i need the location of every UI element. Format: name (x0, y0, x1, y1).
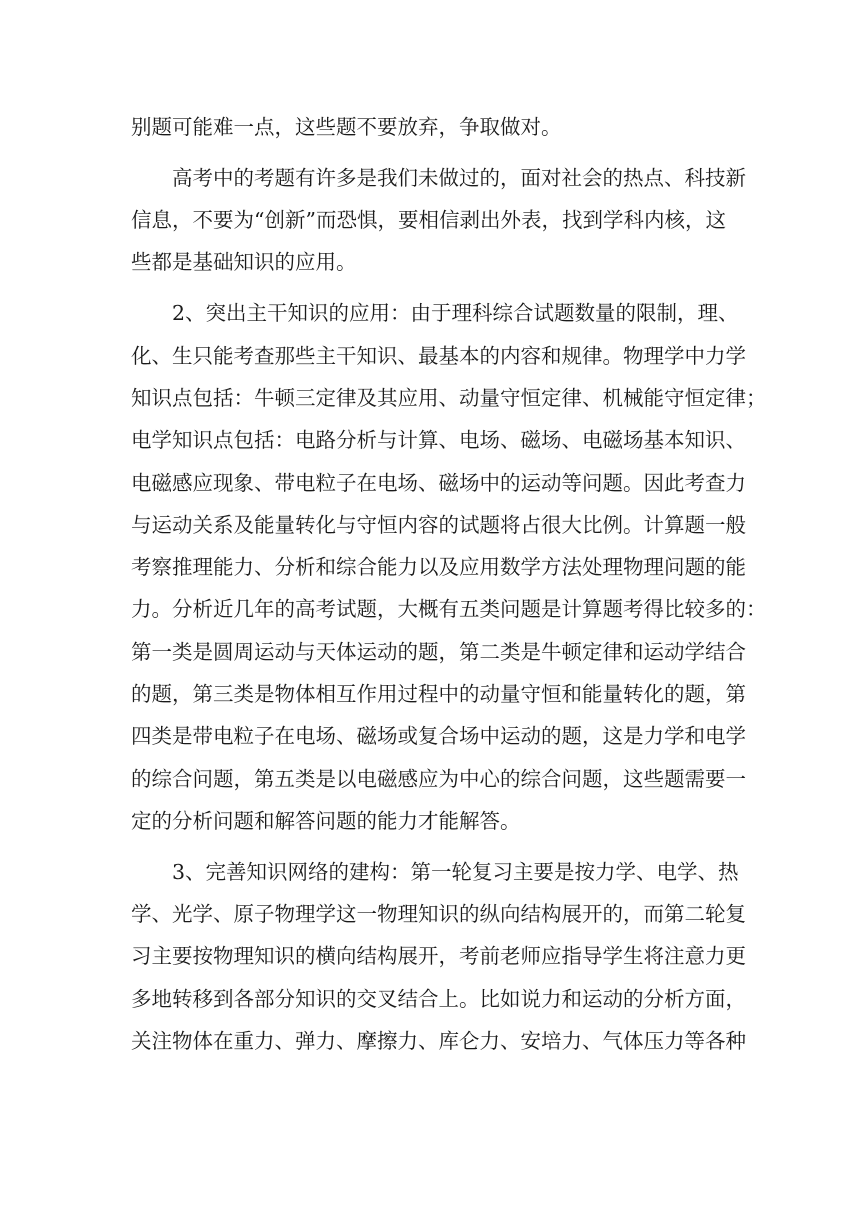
body-text (131, 106, 767, 1071)
text-line: 些都是基础知识的应用。 (131, 250, 357, 275)
text-line: 的综合问题，第五类是以电磁感应为中心的综合问题，这些题需要一 (131, 766, 746, 791)
text-line: 关注物体在重力、弹力、摩擦力、库仑力、安培力、气体压力等各种 (131, 1029, 746, 1054)
paragraph-innovation (131, 157, 746, 284)
text-line: 信息，不要为“创新”而恐惧，要相信剥出外表，找到学科内核，这 (131, 208, 726, 233)
paragraph-main-knowledge (131, 292, 767, 842)
text-line: 知识点包括：牛顿三定律及其应用、动量守恒定律、机械能守恒定律； (131, 385, 767, 410)
text-line: 多地转移到各部分知识的交叉结合上。比如说力和运动的分析方面， (131, 986, 746, 1011)
text-line: 别题可能难一点，这些题不要放弃，争取做对。 (131, 115, 562, 139)
text-line: 的题，第三类是物体相互作用过程中的动量守恒和能量转化的题，第 (131, 682, 746, 707)
text-line: 力。分析近几年的高考试题，大概有五类问题是计算题考得比较多的： (131, 597, 767, 622)
text-line: 与运动关系及能量转化与守恒内容的试题将占很大比例。计算题一般 (131, 512, 746, 537)
text-line: 第一类是圆周运动与天体运动的题，第二类是牛顿定律和运动学结合 (131, 639, 746, 664)
paragraph-continuation (131, 106, 731, 148)
text-line: 化、生只能考查那些主干知识、最基本的内容和规律。物理学中力学 (131, 343, 746, 368)
text-line: 2、突出主干知识的应用：由于理科综合试题数量的限制，理、 (172, 301, 739, 326)
text-line: 电学知识点包括：电路分析与计算、电场、磁场、电磁场基本知识、 (131, 428, 746, 453)
text-line: 四类是带电粒子在电场、磁场或复合场中运动的题，这是力学和电学 (131, 724, 746, 749)
text-line: 高考中的考题有许多是我们未做过的，面对社会的热点、科技新 (172, 165, 746, 190)
text-line: 考察推理能力、分析和综合能力以及应用数学方法处理物理问题的能 (131, 555, 746, 580)
paragraph-knowledge-network (131, 851, 746, 1062)
text-line: 电磁感应现象、带电粒子在电场、磁场中的运动等问题。因此考查力 (131, 470, 746, 495)
text-line: 习主要按物理知识的横向结构展开，考前老师应指导学生将注意力更 (131, 944, 746, 969)
text-line: 学、光学、原子物理学这一物理知识的纵向结构展开的，而第二轮复 (131, 902, 746, 927)
text-line: 定的分析问题和解答问题的能力才能解答。 (131, 808, 521, 833)
text-line: 3、完善知识网络的建构：第一轮复习主要是按力学、电学、热 (172, 859, 739, 884)
